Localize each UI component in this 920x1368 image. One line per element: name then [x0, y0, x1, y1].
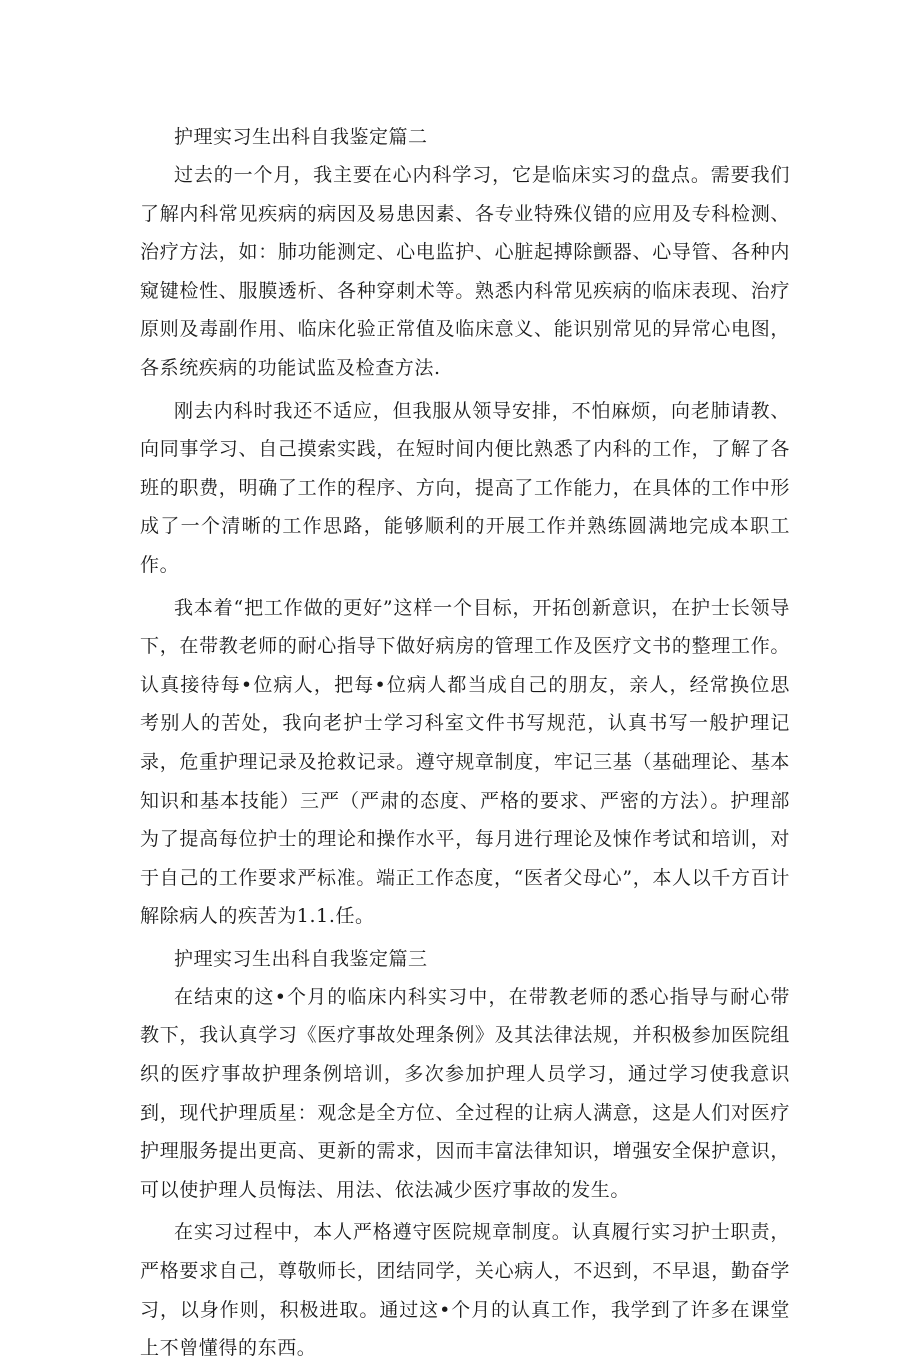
section-2-heading: 护理实习生出科自我鉴定篇二 [174, 126, 428, 148]
section-2-paragraph-1: 过去的一个月，我主要在心内科学习，它是临床实习的盘点。需要我们了解内科常见疾病的病因及易患因素、各专业特殊仪错的应用及专科检测、治疗方法，如：肺功能测定、心电监护、心脏起搏除颤器、心导管、各种内窥键检性、服膜透析、各种穿刺术等。熟悉内科常见疾病的临床表现、治疗原则及毒副作用、临床化验正常值及临床意义、能识别常见的异常心电图，各系统疾病的功能试监及检查方法. [140, 164, 790, 379]
section-2-paragraph-2: 刚去内科时我还不适应，但我服从领导安排，不怕麻烦，向老肺请教、向同事学习、自己摸索实践，在短时间内便比熟悉了内科的工作，了解了各班的职费，明确了工作的程序、方向，提高了工作能力，在具体的工作中形成了一个清晰的工作思路，能够顺利的开展工作并熟练圆满地完成本职工作。 [140, 399, 790, 576]
document-body [140, 118, 790, 1368]
section-3-heading: 护理实习生出科自我鉴定篇三 [174, 947, 428, 970]
section-3-paragraph-1: 在结束的这•个月的临床内科实习中，在带教老师的悉心指导与耐心带教下，我认真学习《医疗事故处理条例》及其法律法规，并积极参加医院组织的医疗事故护理条例培训，多次参加护理人员学习，通过学习使我意识到，现代护理质星：观念是全方位、全过程的让病人满意，这是人们对医疗护理服务提出更高、更新的需求，因而丰富法律知识，增强安全保护意识，可以使护理人员悔法、用法、依法减少医疗事故的发生。 [140, 985, 790, 1201]
section-2-paragraph-3: 我本着“把工作做的更好”这样一个目标，开拓创新意识，在护士长领导下，在带教老师的耐心指导下做好病房的管理工作及医疗文书的整理工作。认真接待每•位病人，把每•位病人都当成自己的朋友，亲人，经常换位思考别人的苦处，我向老护士学习科室文件书写规范，认真书写一般护理记录，危重护理记录及抢救记录。遵守规章制度，牢记三基（基础理论、基本知识和基本技能）三严（严肃的态度、严格的要求、严密的方法）。护理部为了提高每位护士的理论和操作水平，每月进行理论及悚作考试和培训，对于自己的工作要求严标准。端正工作态度，“医者父母心”，本人以千方百计解除病人的疾苦为1.1.任。 [140, 596, 790, 928]
section-3-paragraph-2: 在实习过程中，本人严格遵守医院规章制度。认真履行实习护士职责，严格要求自己，尊敬师长，团结同学，关心病人，不迟到，不早退，勤奋学习，以身作则，积极进取。通过这•个月的认真工作，我学到了许多在课堂上不曾懂得的东西。 [140, 1221, 790, 1360]
